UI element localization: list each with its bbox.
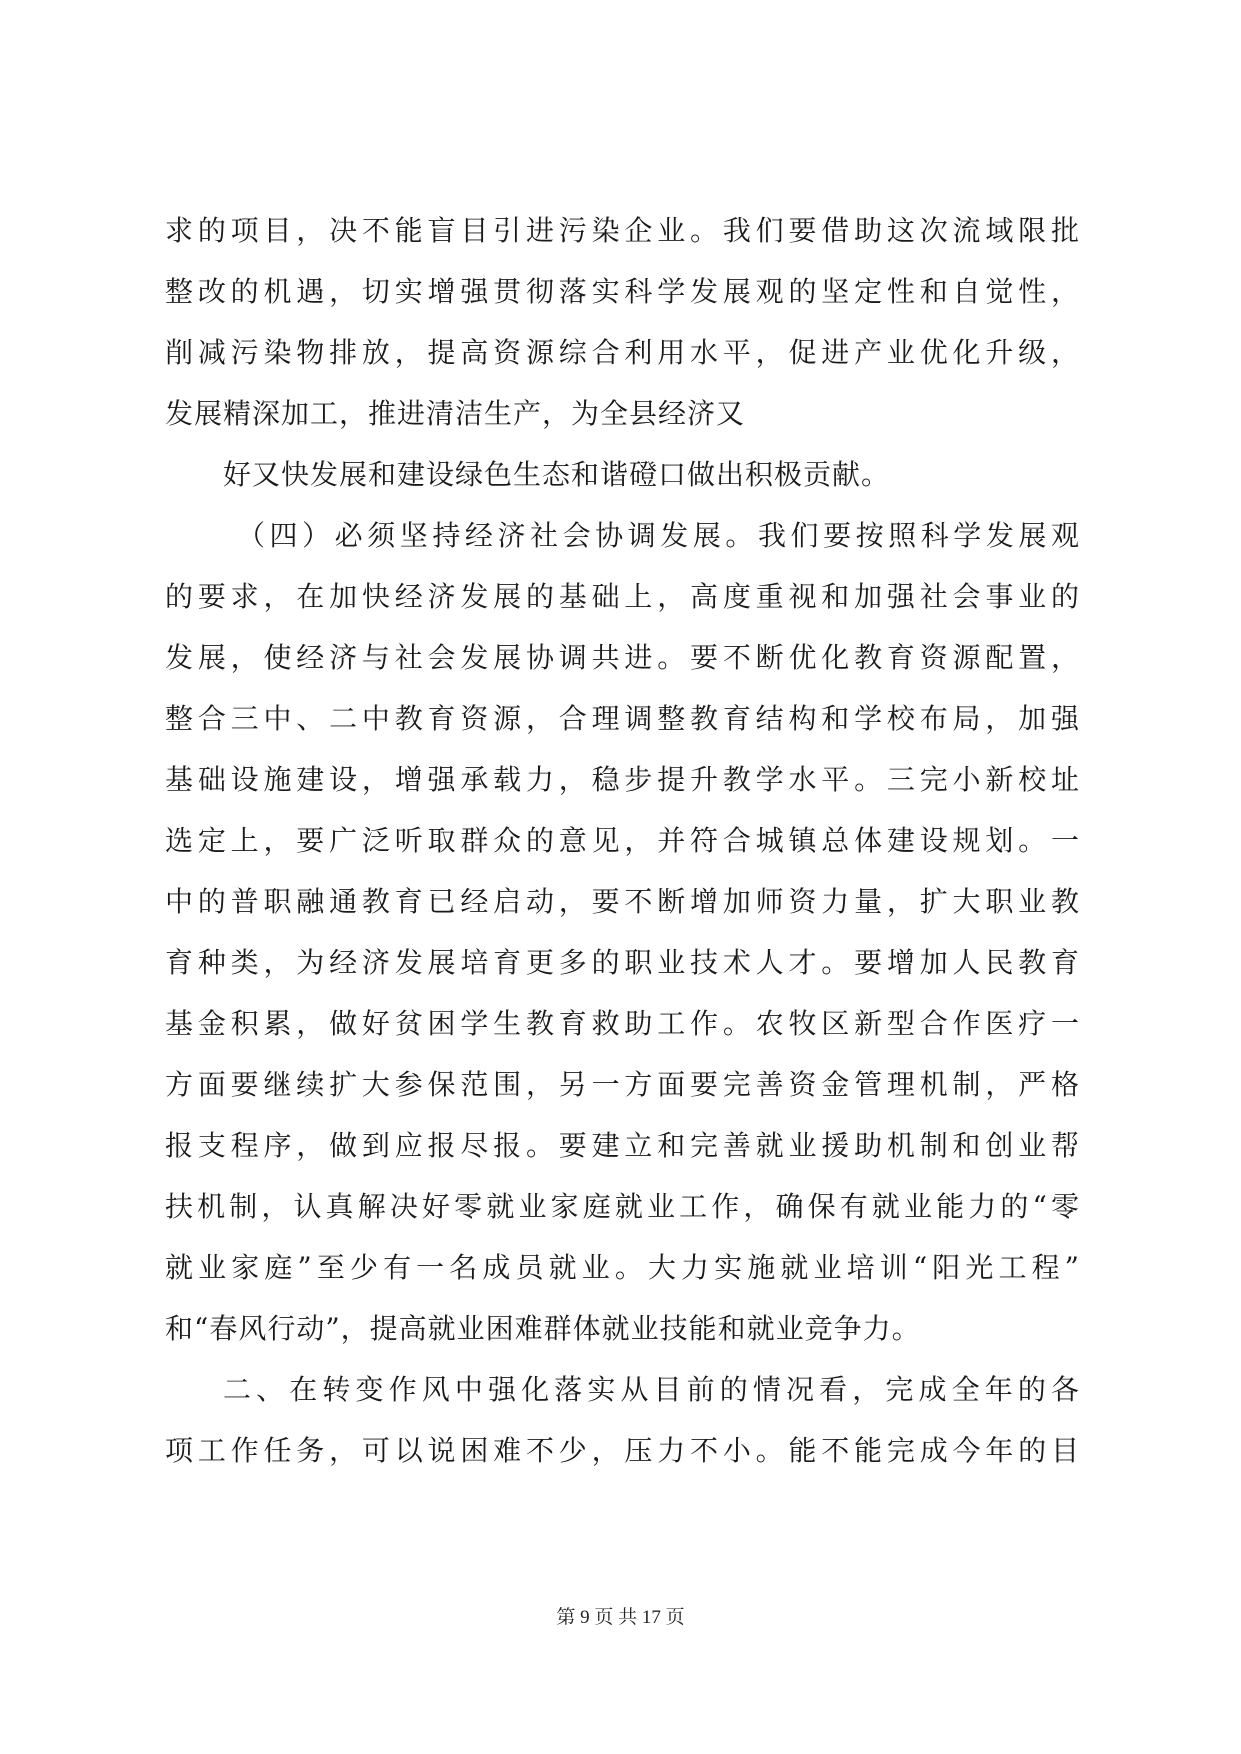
text-line: 育种类，为经济发展培育更多的职业技术人才。要增加人民教育 [165,946,1080,979]
text-line: 和“春风行动”，提高就业困难群体就业技能和就业竞争力。 [165,1312,921,1345]
text-line: 二、在转变作风中强化落实从目前的情况看，完成全年的各 [223,1373,1080,1406]
text-line: 基金积累，做好贫困学生教育救助工作。农牧区新型合作医疗一 [165,1007,1080,1040]
text-line: 中的普职融通教育已经启动，要不断增加师资力量，扩大职业教 [165,885,1080,918]
paragraph-section-two [165,1359,1080,1481]
text-line: 发展，使经济与社会发展协调共进。要不断优化教育资源配置， [165,641,1080,674]
text-line: 整合三中、二中教育资源，合理调整教育结构和学校布局，加强 [165,702,1080,735]
text-line: （四）必须坚持经济社会协调发展。我们要按照科学发展观 [237,519,1080,552]
text-line: 求的项目，决不能盲目引进污染企业。我们要借助这次流域限批 [165,214,1080,247]
document-body [165,200,1080,1481]
text-line: 基础设施建设，增强承载力，稳步提升教学水平。三完小新校址 [165,763,1080,796]
paragraph-continuation [165,200,1080,444]
text-line: 好又快发展和建设绿色生态和谐磴口做出积极贡献。 [223,458,891,491]
text-line: 就业家庭”至少有一名成员就业。大力实施就业培训“阳光工程” [165,1251,1080,1284]
text-line: 的要求，在加快经济发展的基础上，高度重视和加强社会事业的 [165,580,1080,613]
text-line: 削减污染物排放，提高资源综合利用水平，促进产业优化升级， [165,336,1080,369]
text-line: 扶机制，认真解决好零就业家庭就业工作，确保有就业能力的“零 [165,1190,1080,1223]
text-line: 报支程序，做到应报尽报。要建立和完善就业援助机制和创业帮 [165,1129,1080,1162]
text-line: 整改的机遇，切实增强贯彻落实科学发展观的坚定性和自觉性， [165,275,1080,308]
text-line: 方面要继续扩大参保范围，另一方面要完善资金管理机制，严格 [165,1068,1080,1101]
paragraph-fragment [165,444,1080,505]
text-line: 发展精深加工，推进清洁生产，为全县经济又 [165,397,746,430]
paragraph-section-four [165,505,1080,1359]
page-number-footer: 第 9 页 共 17 页 [556,1607,685,1628]
text-line: 选定上，要广泛听取群众的意见，并符合城镇总体建设规划。一 [165,824,1080,857]
text-line: 项工作任务，可以说困难不少，压力不小。能不能完成今年的目 [165,1434,1080,1467]
